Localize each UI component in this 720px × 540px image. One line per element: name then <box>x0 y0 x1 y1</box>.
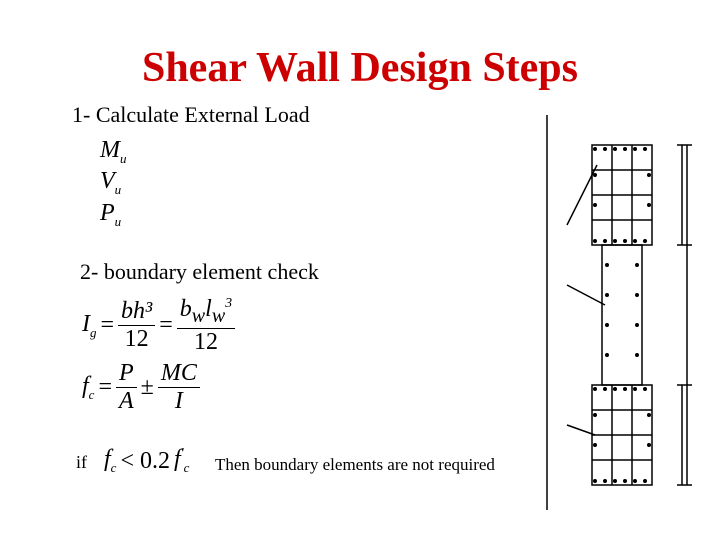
axial-symbol: $P_u$ <box>100 200 122 229</box>
condition-note: Then boundary elements are not required <box>215 455 495 474</box>
step-2-label: 2- boundary element check <box>80 259 319 284</box>
stress-equation: $f_c$ = $\frac{P}{A}$ ± $\frac{MC}{I}$ <box>82 360 200 415</box>
moment-symbol: $M_u$ <box>100 137 127 166</box>
moment-of-inertia-equation: $I_g$ = $\frac{\text{bh³}}{12}$ = $\frac{b_wl_w^3}{12}$ <box>82 296 235 356</box>
page-title: Shear Wall Design Steps <box>141 45 579 91</box>
shear-symbol: $V_u$ <box>100 168 122 197</box>
condition-if-label: if <box>76 452 87 472</box>
condition-inequality: $f_c$ < 0.2 $f'_c$ <box>104 446 190 475</box>
step-1-label: 1- Calculate External Load <box>72 102 310 127</box>
shear-wall-section-drawing <box>537 105 715 515</box>
